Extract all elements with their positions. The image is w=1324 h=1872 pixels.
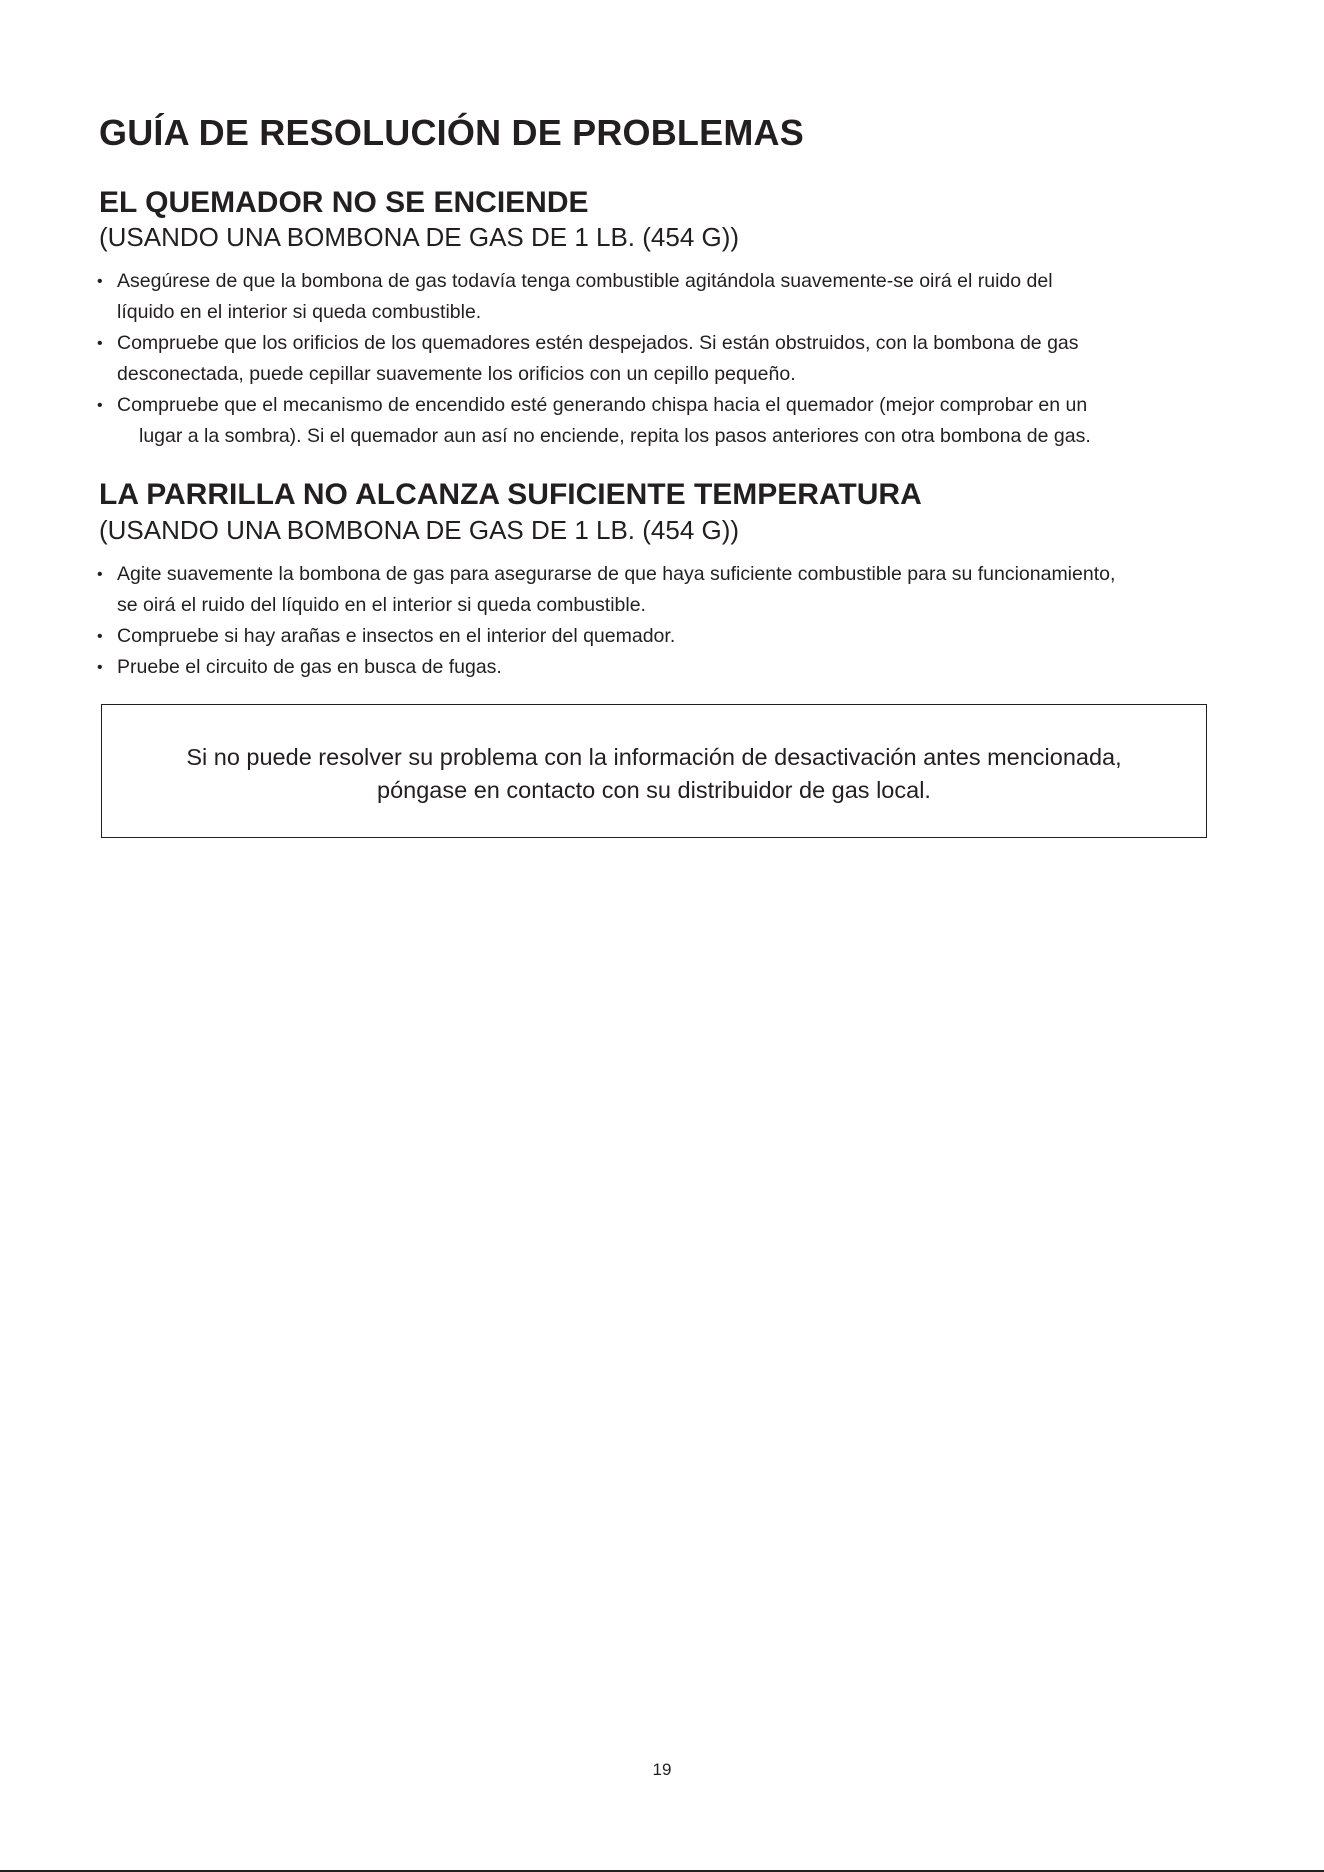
list-item-text-line2: desconectada, puede cepillar suavemente los orificios con un cepillo pequeño. [117,363,796,385]
list-item-text-line1: Pruebe el circuito de gas en busca de fugas. [117,656,502,678]
section-title-grill-not-hot: LA PARRILLA NO ALCANZA SUFICIENTE TEMPERATURA [99,478,922,511]
bullet-icon: • [97,628,103,645]
list-item [97,266,1247,328]
list-item-text-line2: líquido en el interior si queda combustible. [117,301,482,323]
list-item [97,652,1247,683]
bullet-icon: • [97,659,103,676]
section-subtitle-grill-not-hot: (USANDO UNA BOMBONA DE GAS DE 1 LB. (454 G)) [99,515,740,545]
list-item [97,328,1247,390]
list-item [97,390,1247,452]
notice-text [102,741,1206,807]
page-number: 19 [652,1760,672,1779]
list-item-text-line1: Compruebe si hay arañas e insectos en el interior del quemador. [117,625,676,647]
list-item-text-line1: Compruebe que el mecanismo de encendido esté generando chispa hacia el quemador (mejor comprobar en un [117,394,1088,416]
list-item-text-line2: se oirá el ruido del líquido en el interior si queda combustible. [117,594,646,616]
notice-line1: Si no puede resolver su problema con la información de desactivación antes mencionada, [186,744,1122,770]
list-item-text-line2: lugar a la sombra). Si el quemador aun así no enciende, repita los pasos anteriores con otra bombona de gas. [139,425,1091,447]
bullet-icon: • [97,273,103,290]
bullet-icon: • [97,335,103,352]
list-item-text-line1: Agite suavemente la bombona de gas para asegurarse de que haya suficiente combustible para su funcionamiento, [117,563,1116,585]
list-item-text-line1: Compruebe que los orificios de los quemadores estén despejados. Si están obstruidos, con la bombona de gas [117,332,1079,354]
section-title-burner-not-lighting: EL QUEMADOR NO SE ENCIENDE [99,186,589,219]
list-item [97,559,1247,621]
section-subtitle-burner-not-lighting: (USANDO UNA BOMBONA DE GAS DE 1 LB. (454 G)) [99,222,740,252]
bullet-list-grill-not-hot [97,559,1247,683]
page-title: GUÍA DE RESOLUCIÓN DE PROBLEMAS [99,112,804,153]
notice-box [101,704,1207,838]
list-item-text-line1: Asegúrese de que la bombona de gas todavía tenga combustible agitándola suavemente-se oirá el ruido del [117,270,1053,292]
bullet-icon: • [97,397,103,414]
bullet-icon: • [97,566,103,583]
list-item [97,621,1247,652]
notice-line2: póngase en contacto con su distribuidor de gas local. [377,777,931,803]
bullet-list-burner-not-lighting [97,266,1247,452]
